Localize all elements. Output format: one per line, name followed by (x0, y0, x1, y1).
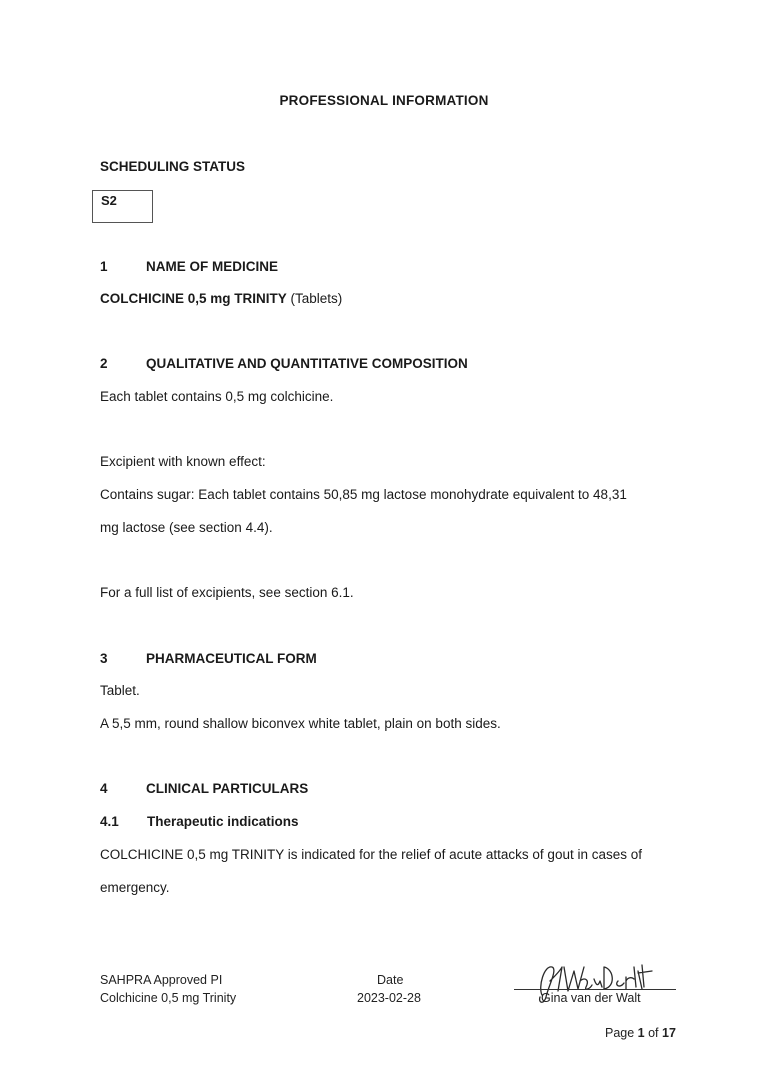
signature-line (514, 989, 676, 990)
page-current: 1 (637, 1026, 645, 1040)
schedule-box (92, 190, 153, 223)
footer-product-name: Colchicine 0,5 mg Trinity (100, 991, 237, 1005)
document-title: PROFESSIONAL INFORMATION (279, 93, 489, 108)
section-2-heading: QUALITATIVE AND QUANTITATIVE COMPOSITION (146, 356, 468, 371)
section-3-number: 3 (100, 651, 108, 666)
page-total: 17 (662, 1026, 676, 1040)
section-3-heading: PHARMACEUTICAL FORM (146, 651, 317, 666)
section-1-heading: NAME OF MEDICINE (146, 259, 279, 274)
subsection-4-1-number: 4.1 (100, 814, 119, 829)
page-word: Page (605, 1026, 638, 1040)
footer-signatory-name: Gina van der Walt (541, 991, 641, 1005)
footer-date-value: 2023-02-28 (357, 991, 421, 1005)
page-of: of (644, 1026, 662, 1040)
excipient-label: Excipient with known effect: (100, 454, 266, 469)
form-paragraph-1: Tablet. (100, 683, 140, 698)
medicine-name-line (100, 291, 342, 306)
medicine-form-suffix: (Tablets) (286, 291, 343, 306)
excipients-reference: For a full list of excipients, see section 6.1. (100, 585, 354, 600)
scheduling-status-heading: SCHEDULING STATUS (100, 159, 245, 174)
section-2-number: 2 (100, 356, 108, 371)
footer-approval-label: SAHPRA Approved PI (100, 973, 223, 987)
composition-paragraph: Each tablet contains 0,5 mg colchicine. (100, 389, 334, 404)
schedule-code: S2 (101, 193, 117, 208)
page-number (605, 1026, 676, 1040)
footer-date-label: Date (377, 973, 404, 987)
sugar-content-line-2: mg lactose (see section 4.4). (100, 520, 273, 535)
section-4-heading: CLINICAL PARTICULARS (146, 781, 309, 796)
sugar-content-line-1: Contains sugar: Each tablet contains 50,85 mg lactose monohydrate equivalent to 48,31 (100, 487, 627, 502)
form-paragraph-2: A 5,5 mm, round shallow biconvex white tablet, plain on both sides. (100, 716, 501, 731)
indications-line-1: COLCHICINE 0,5 mg TRINITY is indicated for the relief of acute attacks of gout in cases of (100, 847, 642, 862)
medicine-name: COLCHICINE 0,5 mg TRINITY (100, 291, 287, 306)
section-4-number: 4 (100, 781, 108, 796)
subsection-4-1-heading: Therapeutic indications (147, 814, 299, 829)
section-1-number: 1 (100, 259, 108, 274)
indications-line-2: emergency. (100, 880, 170, 895)
